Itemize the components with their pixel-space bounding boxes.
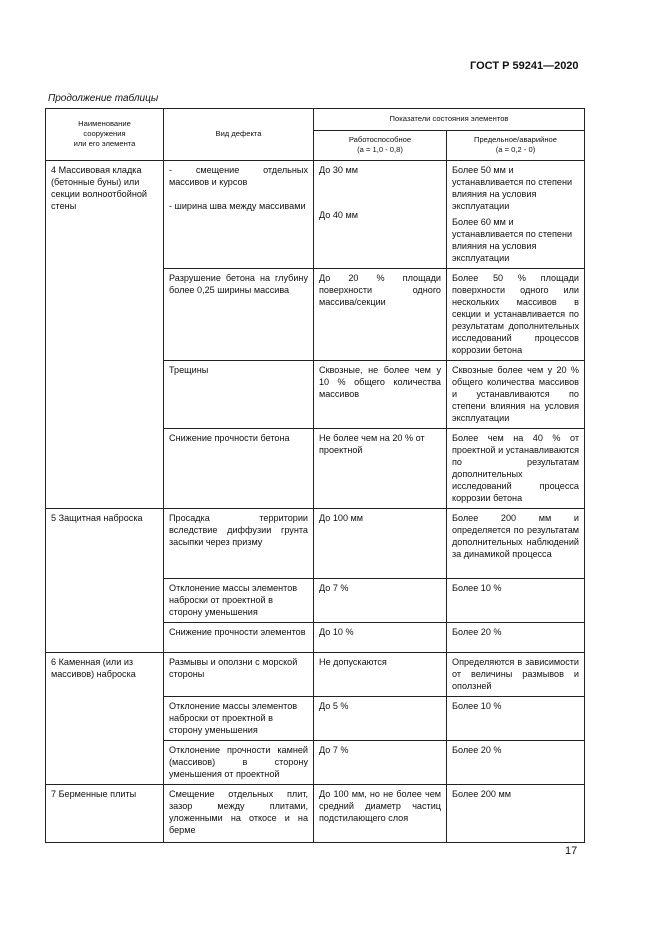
limit-cell: Более чем на 40 % от проектной и устанавливаются по результатам дополнительных исследований процесса коррозии бетона xyxy=(447,429,585,509)
element-cell: 6 Каменная (или из массивов) наброска xyxy=(46,653,164,785)
element-cell: 7 Берменные плиты xyxy=(46,785,164,843)
header-limit-emergency: Предельное/аварийное (a = 0,2 - 0) xyxy=(447,131,585,161)
table-row xyxy=(46,161,585,269)
header-state-indicators: Показатели состояния элементов xyxy=(314,109,585,131)
operational-cell: До 10 % xyxy=(314,623,447,653)
limit-cell: Более 20 % xyxy=(447,741,585,785)
limit-cell: Более 50 мм и устанавливается по степени влияния на условия эксплуатации Более 60 мм и устанавливается по степени влияния на условия эксплуатации xyxy=(447,161,585,269)
operational-cell: До 100 мм xyxy=(314,509,447,579)
page-number: 17 xyxy=(565,845,578,857)
defect-cell: Снижение прочности элементов xyxy=(164,623,314,653)
defect-cell: Отклонение массы элементов наброски от проектной в сторону уменьшения xyxy=(164,697,314,741)
operational-cell: Сквозные, не более чем у 10 % общего количества массивов xyxy=(314,361,447,429)
defect-cell: Отклонение прочности камней (массивов) в сторону уменьшения от проектной xyxy=(164,741,314,785)
operational-cell: До 20 % площади поверхности одного массива/секции xyxy=(314,269,447,361)
element-cell: 5 Защитная наброска xyxy=(46,509,164,653)
table-row xyxy=(46,785,585,843)
limit-cell: Более 20 % xyxy=(447,623,585,653)
defects-table xyxy=(45,108,585,843)
element-cell: 4 Массивовая кладка (бетонные буны) или секции волноотбойной стены xyxy=(46,161,164,509)
defect-cell: Просадка территории вследствие диффузии грунта засыпки через призму xyxy=(164,509,314,579)
table-row xyxy=(46,509,585,579)
limit-cell: Более 200 мм и определяется по результатам дополнительных наблюдений за динамикой процесса xyxy=(447,509,585,579)
header-element: Наименование сооружения или его элемента xyxy=(46,109,164,161)
operational-cell: До 7 % xyxy=(314,741,447,785)
limit-cell: Определяются в зависимости от величины размывов и оползней xyxy=(447,653,585,697)
table-row xyxy=(46,653,585,697)
defect-cell: - смещение отдельных массивов и курсов - ширина шва между массивами xyxy=(164,161,314,269)
limit-cell: Более 10 % xyxy=(447,579,585,623)
defect-cell: Отклонение массы элементов наброски от проектной в сторону уменьшения xyxy=(164,579,314,623)
defect-cell: Разрушение бетона на глубину более 0,25 ширины массива xyxy=(164,269,314,361)
limit-cell: Более 50 % площади поверхности одного или нескольких массивов в секции и устанавливается по результатам дополнительных исследований процессов коррозии бетона xyxy=(447,269,585,361)
table-caption: Продолжение таблицы xyxy=(48,93,159,104)
limit-cell: Более 200 мм xyxy=(447,785,585,843)
operational-cell: Не более чем на 20 % от проектной xyxy=(314,429,447,509)
defect-cell: Трещины xyxy=(164,361,314,429)
defect-cell: Снижение прочности бетона xyxy=(164,429,314,509)
operational-cell: До 30 мм До 40 мм xyxy=(314,161,447,269)
limit-cell: Более 10 % xyxy=(447,697,585,741)
defect-cell: Размывы и оползни с морской стороны xyxy=(164,653,314,697)
header-defect-type: Вид дефекта xyxy=(164,109,314,161)
document-id: ГОСТ Р 59241—2020 xyxy=(470,60,579,72)
header-operational: Работоспособное (a = 1,0 - 0,8) xyxy=(314,131,447,161)
operational-cell: Не допускаются xyxy=(314,653,447,697)
limit-cell: Сквозные более чем у 20 % общего количества массивов и устанавливаются по степени влияния на условия эксплуатации xyxy=(447,361,585,429)
defect-cell: Смещение отдельных плит, зазор между плитами, уложенными на откосе и на берме xyxy=(164,785,314,843)
operational-cell: До 7 % xyxy=(314,579,447,623)
operational-cell: До 100 мм, но не более чем средний диаметр частиц подстилающего слоя xyxy=(314,785,447,843)
operational-cell: До 5 % xyxy=(314,697,447,741)
